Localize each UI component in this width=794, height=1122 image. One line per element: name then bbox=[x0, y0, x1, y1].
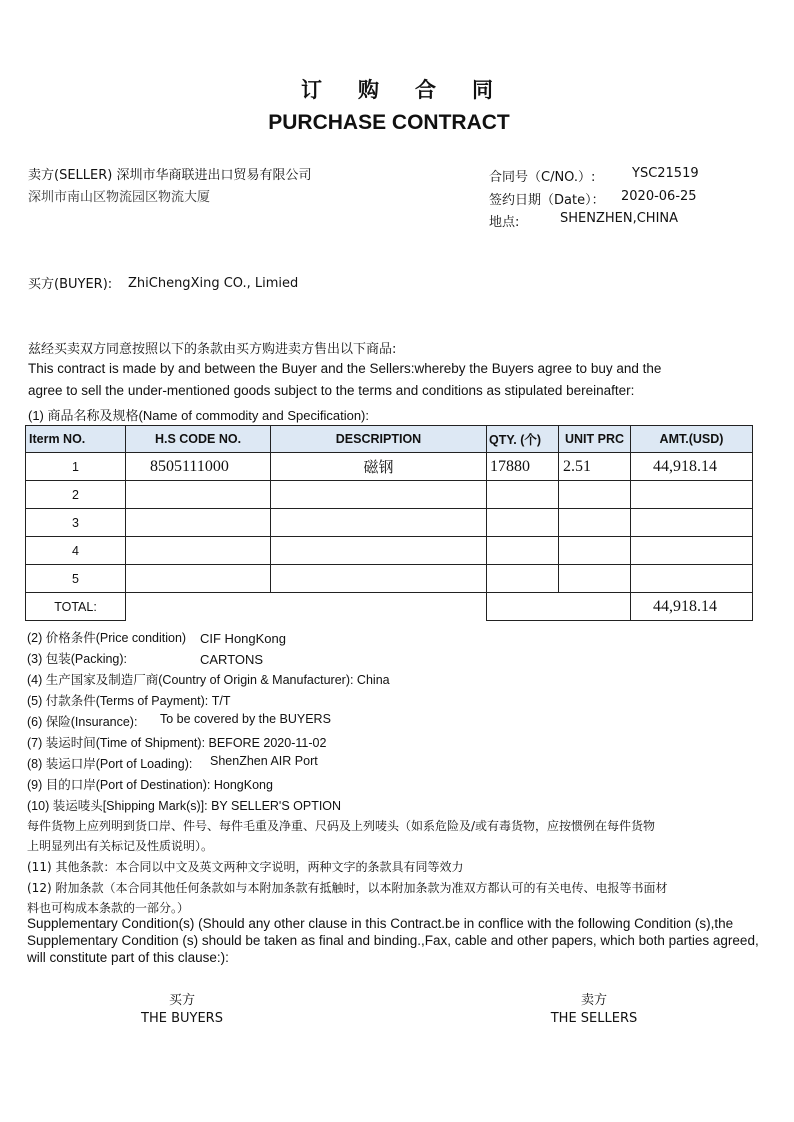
cell-amount: 44,918.14 bbox=[631, 453, 753, 481]
cell-hs-code bbox=[126, 481, 271, 509]
clause-loading-label: (8) 装运口岸(Port of Loading): bbox=[27, 757, 193, 771]
contract-no-value: YSC21519 bbox=[632, 166, 699, 181]
clause-additional-2: 料也可构成本条款的一部分。） bbox=[27, 901, 190, 915]
place-label: 地点: bbox=[489, 215, 520, 230]
cell-hs-code bbox=[126, 565, 271, 593]
cell-amount bbox=[631, 537, 753, 565]
cell-qty: 17880 bbox=[487, 453, 559, 481]
clause-loading-value: ShenZhen AIR Port bbox=[210, 754, 318, 768]
clause-loading bbox=[27, 754, 318, 772]
cell-unit-price bbox=[559, 509, 631, 537]
total-amount: 44,918.14 bbox=[631, 593, 753, 621]
col-header-qty: QTY. (个) bbox=[487, 426, 559, 453]
cell-description: 磁钢 bbox=[271, 453, 487, 481]
clause-packing bbox=[27, 649, 264, 667]
cell-hs-code bbox=[126, 509, 271, 537]
shipping-mark-note-2: 上明显列出有关标记及性质说明）。 bbox=[27, 839, 214, 853]
intro-en-1: This contract is made by and between the Buyer and the Sellers:whereby the Buyers agree to buy and the bbox=[28, 361, 662, 376]
contract-no-row bbox=[489, 166, 699, 185]
shipping-mark-note-1: 每件货物上应列明到货口岸、件号、每件毛重及净重、尺码及上列唛头（如系危险及/或有毒货物，应按惯例在每件货物 bbox=[27, 819, 656, 833]
clause-price-value: CIF HongKong bbox=[200, 631, 286, 646]
commodity-heading: (1) 商品名称及规格(Name of commodity and Specification): bbox=[28, 408, 369, 423]
date-label: 签约日期（Date）： bbox=[489, 193, 605, 208]
cell-item-no: 4 bbox=[26, 537, 126, 565]
cell-item-no: 5 bbox=[26, 565, 126, 593]
buyer-name: ZhiChengXing CO., Limied bbox=[128, 276, 299, 291]
table-row bbox=[26, 537, 753, 565]
place-value: SHENZHEN,CHINA bbox=[560, 211, 679, 226]
seller-label: 卖方(SELLER) bbox=[28, 168, 113, 183]
buyer-line bbox=[28, 273, 299, 292]
buyer-signature-en: THE BUYERS bbox=[141, 1011, 223, 1026]
cell-unit-price: 2.51 bbox=[559, 453, 631, 481]
col-header-unit-price: UNIT PRC bbox=[559, 426, 631, 453]
col-header-hs-code: H.S CODE NO. bbox=[126, 426, 271, 453]
table-row bbox=[26, 453, 753, 481]
clause-packing-label: (3) 包装(Packing): bbox=[27, 652, 128, 666]
seller-signature-cn: 卖方 bbox=[580, 993, 607, 1008]
buyer-label: 买方(BUYER): bbox=[28, 277, 113, 292]
date-value: 2020-06-25 bbox=[621, 189, 697, 204]
table-row bbox=[26, 509, 753, 537]
table-row bbox=[26, 565, 753, 593]
cell-item-no: 3 bbox=[26, 509, 126, 537]
cell-hs-code bbox=[126, 537, 271, 565]
clause-origin: (4) 生产国家及制造厂商(Country of Origin & Manufacturer): China bbox=[27, 673, 390, 687]
seller-signature-en: THE SELLERS bbox=[550, 1011, 638, 1026]
place-row bbox=[489, 211, 679, 230]
clause-shipping-mark: (10) 装运唛头[Shipping Mark(s)]: BY SELLER'S OPTION bbox=[27, 799, 342, 813]
col-header-item-no: Iterm NO. bbox=[26, 426, 126, 453]
clause-additional-1: (12) 附加条款（本合同其他任何条款如与本附加条款有抵触时，以本附加条款为准双方都认可的有关电传、电报等书面材 bbox=[27, 881, 668, 895]
col-header-amount: AMT.(USD) bbox=[631, 426, 753, 453]
cell-qty bbox=[487, 509, 559, 537]
clause-destination: (9) 目的口岸(Port of Destination): HongKong bbox=[27, 778, 273, 792]
cell-qty bbox=[487, 537, 559, 565]
col-header-description: DESCRIPTION bbox=[271, 426, 487, 453]
seller-name: 深圳市华商联进出口贸易有限公司 bbox=[116, 168, 312, 183]
contract-title-cn: 订购合同 bbox=[301, 78, 529, 102]
date-row bbox=[489, 189, 697, 208]
total-blank bbox=[126, 593, 487, 621]
clause-insurance bbox=[27, 712, 331, 730]
contract-title-en: PURCHASE CONTRACT bbox=[268, 111, 510, 134]
total-label: TOTAL: bbox=[26, 593, 126, 621]
supplementary-conditions: Supplementary Condition(s) (Should any other clause in this Contract.be in conflice with the following Condition (s),the Supplementary Condition (s) should be taken as final and binding.,Fax, cable and other papers, which both parties agreed, will constitute part of this clause:): bbox=[27, 916, 759, 965]
cell-amount bbox=[631, 509, 753, 537]
clause-price bbox=[27, 628, 286, 646]
clause-payment: (5) 付款条件(Terms of Payment): T/T bbox=[27, 694, 231, 708]
seller-line bbox=[28, 164, 312, 183]
cell-description bbox=[271, 565, 487, 593]
buyer-signature-cn: 买方 bbox=[168, 993, 195, 1008]
cell-description bbox=[271, 537, 487, 565]
intro-en-2: agree to sell the under-mentioned goods subject to the terms and conditions as stipulated bereinafter: bbox=[28, 383, 635, 398]
contract-no-label: 合同号（C/NO.）: bbox=[489, 170, 596, 185]
cell-amount bbox=[631, 565, 753, 593]
intro-cn: 兹经买卖双方同意按照以下的条款由买方购进卖方售出以下商品: bbox=[28, 342, 397, 357]
cell-unit-price bbox=[559, 565, 631, 593]
cell-amount bbox=[631, 481, 753, 509]
cell-unit-price bbox=[559, 481, 631, 509]
table-row bbox=[26, 481, 753, 509]
cell-item-no: 1 bbox=[26, 453, 126, 481]
table-header-row bbox=[26, 426, 753, 453]
clause-insurance-label: (6) 保险(Insurance): bbox=[27, 715, 138, 729]
seller-address: 深圳市南山区物流园区物流大厦 bbox=[28, 190, 211, 205]
table-total-row bbox=[26, 593, 753, 621]
goods-table bbox=[25, 425, 753, 621]
clause-insurance-value: To be covered by the BUYERS bbox=[160, 712, 331, 726]
clause-price-label: (2) 价格条件(Price condition) bbox=[27, 631, 187, 645]
clause-other: (11) 其他条款：本合同以中文及英文两种文字说明，两种文字的条款具有同等效力 bbox=[27, 860, 464, 874]
total-spacer bbox=[487, 593, 631, 621]
cell-unit-price bbox=[559, 537, 631, 565]
cell-qty bbox=[487, 565, 559, 593]
clause-packing-value: CARTONS bbox=[200, 652, 264, 667]
cell-item-no: 2 bbox=[26, 481, 126, 509]
cell-description bbox=[271, 509, 487, 537]
cell-hs-code: 8505111000 bbox=[126, 453, 271, 481]
cell-qty bbox=[487, 481, 559, 509]
clause-shipment: (7) 装运时间(Time of Shipment): BEFORE 2020-11-02 bbox=[27, 736, 327, 750]
cell-description bbox=[271, 481, 487, 509]
